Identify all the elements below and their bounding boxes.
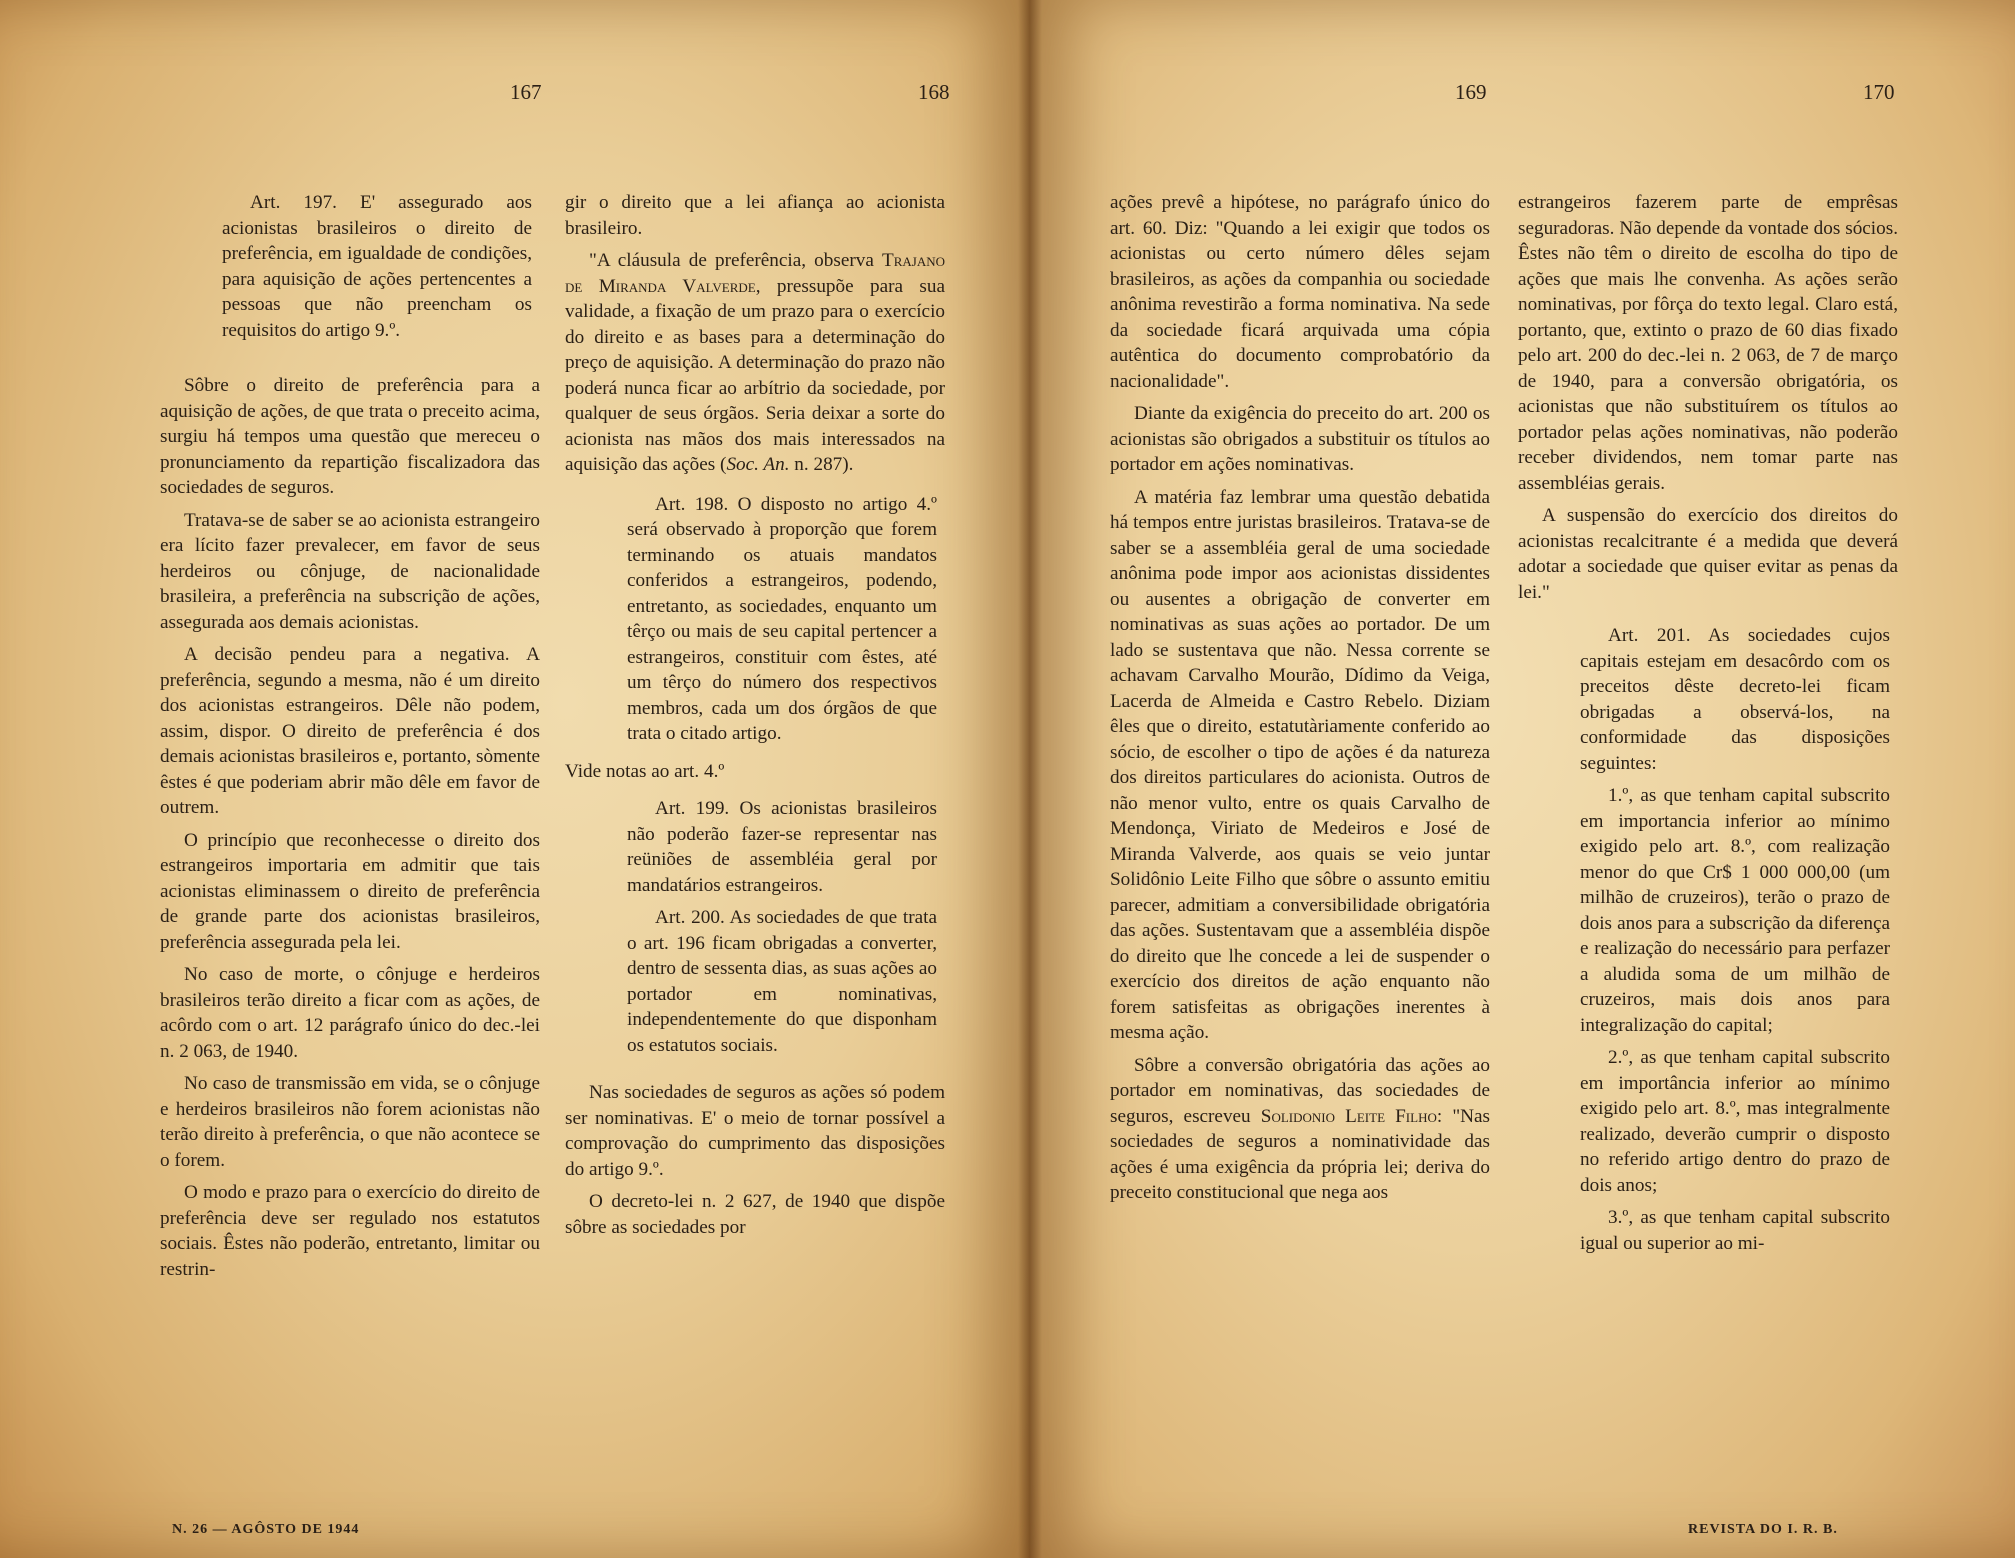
author-name: Solidonio Leite Filho (1260, 1105, 1437, 1127)
column-page-168 (565, 190, 945, 1247)
page-number-169: 169 (1455, 80, 1487, 104)
article-201-item-1: 1.º, as que tenham capital subscrito em importancia inferior ao mínimo exigido pelo art. 8.º, com realização menor do que Cr$ 1 000 000,00 (um milhão de cruzeiros), terão o prazo de dois anos para a subscrição da diferença e realização do necessário para perfazer a aludida soma de um milhão de cruzeiros, mais dois anos para integralização do capital; (1580, 785, 1890, 1036)
quote-text: , pressupõe para sua validade, a fixação de um prazo para o exercício do direito e as bases para a determinação do preço de aquisição. A determinação do prazo não poderá nunca ficar ao arbítrio da sociedade, por qualquer de seus órgãos. Seria deixar a sorte do acionista nas mãos dos mais interessados na aquisição das ações ( (565, 275, 945, 475)
page-number-168: 168 (918, 80, 950, 104)
paragraph: Sôbre o direito de preferência para a aquisição de ações, de que trata o preceito acima, surgiu há tempos uma questão que mereceu o pronunciamento da repartição fiscalizadora das sociedades de seguros. (160, 375, 540, 498)
citation: Soc. An. (726, 454, 790, 475)
vide-note: Vide notas ao art. 4.º (565, 760, 725, 782)
paragraph: No caso de morte, o cônjuge e herdeiros brasileiros terão direito a ficar com as ações, de acôrdo com o art. 12 parágrafo único do dec.-lei n. 2 063, de 1940. (160, 964, 540, 1062)
article-201-item-3: 3.º, as que tenham capital subscrito igual ou superior ao mi- (1580, 1207, 1890, 1254)
page-number-167: 167 (510, 80, 542, 104)
author-name: Trajano de Miranda Valverde (565, 250, 945, 297)
paragraph: Tratava-se de saber se ao acionista estrangeiro era lícito fazer prevalecer, em favor de seus herdeiros ou cônjuge, de nacionalidade brasileira, a preferência na subscrição de ações, assegurada aos demais acionistas. (160, 509, 540, 633)
paragraph: Nas sociedades de seguros as ações só podem ser nominativas. E' o meio de tornar possível a comprovação do cumprimento das disposições do artigo 9.º. (565, 1082, 945, 1180)
quote-solidonio (1110, 1053, 1490, 1206)
right-page (1030, 0, 2015, 1558)
quote-text: n. 287). (789, 454, 854, 475)
book-gutter (1018, 0, 1042, 1558)
column-page-170 (1518, 190, 1898, 1263)
article-199: Art. 199. Os acionistas brasileiros não poderão fazer-se representar nas reüniões de assembléia geral por mandatários estrangeiros. (627, 798, 937, 896)
article-197: Art. 197. E' assegurado aos acionistas brasileiros o direito de preferência, em igualdade de condições, para aquisição de ações pertencentes a pessoas que não preencham os requisitos do artigo 9.º. (222, 192, 532, 341)
column-page-167 (160, 190, 540, 1289)
paragraph: No caso de transmissão em vida, se o cônjuge e herdeiros brasileiros não forem acionistas não terão direito à preferência, o que não acontece se o forem. (160, 1073, 540, 1171)
article-198: Art. 198. O disposto no artigo 4.º será observado à proporção que forem terminando os atuais mandatos conferidos a estrangeiros, podendo, entretanto, as sociedades, enquanto um têrço ou mais de seu capital pertencer a estrangeiros, constituir com êstes, até um têrço do número dos respectivos membros, cada um dos órgãos de que trata o citado artigo. (627, 493, 937, 744)
article-201: Art. 201. As sociedades cujos capitais estejam em desacôrdo com os preceitos dêste decreto-lei ficam obrigadas a observá-los, na conformidade das disposições seguintes: (1580, 625, 1890, 774)
quote-text: "A cláusula de preferência, observa (589, 250, 882, 271)
paragraph: ações prevê a hipótese, no parágrafo único do art. 60. Diz: "Quando a lei exigir que todos os acionistas ou certo número dêles sejam brasileiros, as ações da companhia ou sociedade anônima revestirão a forma nominativa. Na sede da sociedade ficará arquivada uma cópia autêntica do documento comprobatório da nacionalidade". (1110, 192, 1490, 392)
paragraph: Diante da exigência do preceito do art. 200 os acionistas são obrigados a substituir os títulos ao portador em ações nominativas. (1110, 403, 1490, 475)
quote-text: : "Nas sociedades de seguros a nominatividade das ações é uma exigência da própria lei; deriva do preceito constitucional que nega aos (1110, 1105, 1490, 1203)
paragraph: A decisão pendeu para a negativa. A preferência, segundo a mesma, não é um direito dos acionistas estrangeiros. Dêle não podem, assim, dispor. O direito de preferência é dos demais acionistas brasileiros e, portanto, sòmente êstes é que poderiam abrir mão dêle em favor de outrem. (160, 644, 540, 818)
column-page-169 (1110, 190, 1490, 1213)
paragraph: A suspensão do exercício dos direitos do acionistas recalcitrante é a medida que deverá adotar a sociedade que quiser evitar as penas da lei." (1518, 505, 1898, 603)
paragraph: O decreto-lei n. 2 627, de 1940 que dispõe sôbre as sociedades por (565, 1191, 945, 1238)
paragraph: gir o direito que a lei afiança ao acionista brasileiro. (565, 192, 945, 239)
quote-valverde (565, 248, 945, 478)
quote-text: Sôbre a conversão obrigatória das ações ao portador em nominativas, das sociedades de seguros, escreveu (1110, 1054, 1490, 1127)
paragraph: O modo e prazo para o exercício do direito de preferência deve ser regulado nos estatutos sociais. Êstes não poderão, entretanto, limitar ou restrin- (160, 1182, 540, 1280)
article-200: Art. 200. As sociedades de que trata o art. 196 ficam obrigadas a converter, dentro de sessenta dias, as suas ações ao portador em nominativas, independentemente do que disponham os estatutos sociais. (627, 907, 937, 1056)
paragraph: A matéria faz lembrar uma questão debatida há tempos entre juristas brasileiros. Tratava-se de saber se a assembléia geral de uma sociedade anônima pode impor aos acionistas dissidentes ou ausentes a obrigação de converter em nominativas as suas ações ao portador. De um lado se sustentava que não. Nessa corrente se achavam Carvalho Mourão, Dídimo da Veiga, Lacerda de Almeida e Castro Rebelo. Diziam êles que o direito, estatutàriamente conferido ao sócio, de escolher o tipo de ações é da natureza dos direitos particulares do acionista. Outros de não menor vulto, entre os quais Carvalho de Mendonça, Viriato de Medeiros e José de Miranda Valverde, aos quais se veio juntar Solidônio Leite Filho que sôbre o assunto emitiu parecer, admitiam a conversibilidade obrigatória das ações. Sustentavam que a assembléia dispõe do direito que lhe concede a lei de suspender o exercício dos direitos de ação enquanto não forem satisfeitas as obrigações inerentes à mesma ação. (1110, 486, 1490, 1043)
page-number-170: 170 (1863, 80, 1895, 104)
paragraph: estrangeiros fazerem parte de emprêsas seguradoras. Não depende da vontade dos sócios. Êstes não têm o direito de escolha do tipo de ações que mais lhe convenha. As ações serão nominativas, por fôrça do texto legal. Claro está, portanto, que, extinto o prazo de 60 dias fixado pelo art. 200 do dec.-lei n. 2 063, de 7 de março de 1940, para a conversão obrigatória, os acionistas que não substituírem os títulos ao portador pelas ações nominativas, não poderão receber dividendos, nem tomar parte nas assembléias gerais. (1518, 192, 1898, 494)
footer-issue: N. 26 — AGÔSTO DE 1944 (172, 1522, 360, 1537)
article-201-item-2: 2.º, as que tenham capital subscrito em importância inferior ao mínimo exigido pelo art. 8.º, mas integralmente realizado, deverão cumprir o disposto no referido artigo dentro do prazo de dois anos; (1580, 1047, 1890, 1196)
paragraph: O princípio que reconhecesse o direito dos estrangeiros importaria em admitir que tais acionistas eliminassem o direito de preferência de grande parte dos acionistas brasileiros, preferência assegurada pela lei. (160, 829, 540, 953)
footer-journal: REVISTA DO I. R. B. (1688, 1522, 1838, 1537)
